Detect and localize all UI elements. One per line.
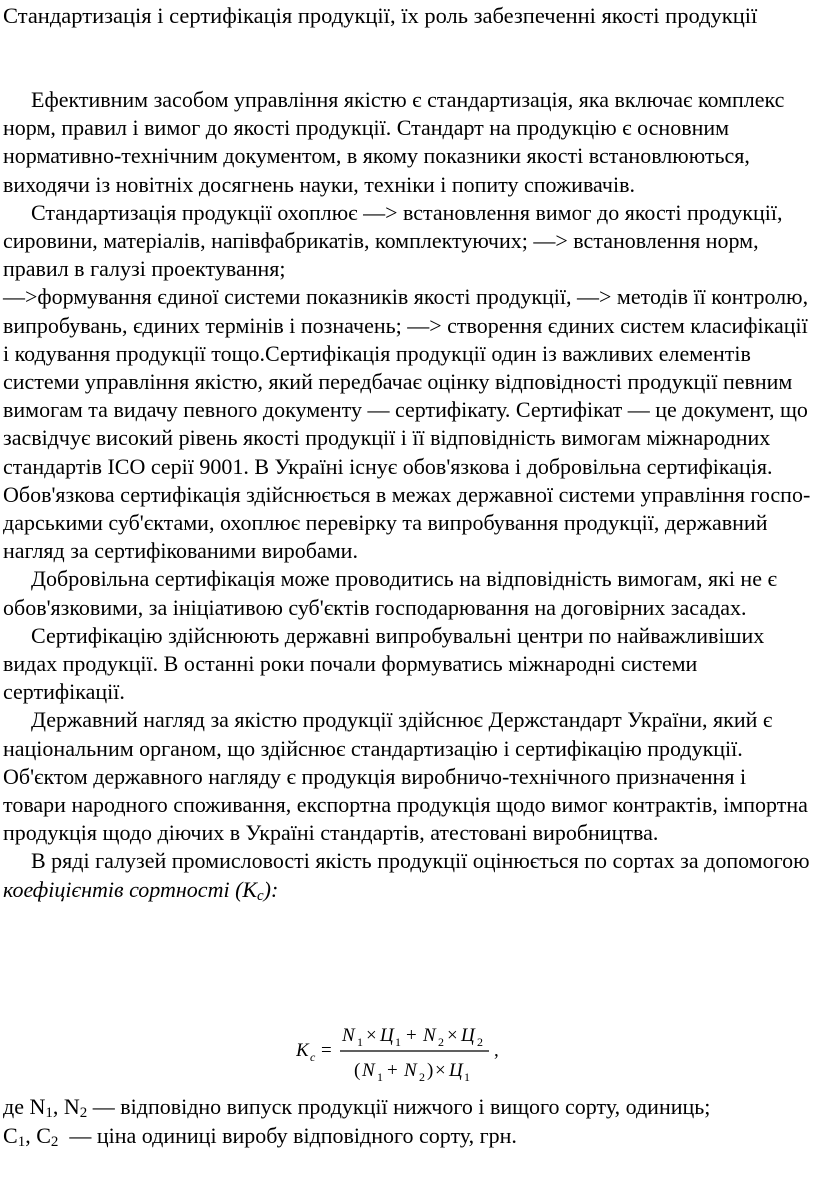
formula-den-n1-sub: 1 (377, 1070, 383, 1084)
legend-n-mid: , N (52, 1094, 80, 1119)
formula-den-close: ) (427, 1060, 434, 1081)
formula-den-c1-sub: 1 (464, 1070, 470, 1084)
grade-coefficient-term-sub: с (257, 887, 264, 904)
grade-coefficient-formula (296, 1016, 526, 1088)
legend-c1-sub: 1 (17, 1133, 26, 1150)
grade-coefficient-term-end: ): (263, 876, 279, 902)
formula-num-times-2: × (447, 1025, 458, 1046)
paragraph-state-supervision: Державний нагляд за якістю продукції здійснює Держстандарт України, який є національним органом, що здійснює стандартизацію і сертифікацію продукції. Об'єктом державного нагляду є продукція виробничо-технічного призначення і товари народного споживання, експортна продукція щодо вимог контрактів, імпортна продукція щодо діючих в Україні стандартів, атестовані виробництва. (3, 707, 808, 846)
formula-num-c2-sub: 2 (477, 1035, 483, 1049)
formula-lhs: K (296, 1040, 309, 1061)
formula-den-n2-sub: 2 (419, 1070, 425, 1084)
grade-coefficient-term-text: коефіцієнтів сортності (К (3, 876, 257, 902)
formula-den-times: × (435, 1060, 446, 1081)
formula-num-n1: N (342, 1025, 355, 1046)
paragraph-standardization-scope: Стандартизація продукції охоплює —> встановлення вимог до якості продукції, сировини, матеріалів, напівфабрикатів, комплектуючих; —> встановлення норм, правил в галузі проектування; (3, 199, 783, 282)
legend-n-prefix: де N (3, 1094, 46, 1119)
grade-coefficient-text: В ряді галузей промисловості якість продукції оцінюється по сортах за допомогою (31, 848, 810, 874)
paragraph-voluntary-certification: Добровільна сертифікація може проводитись на відповідність вимогам, які не є обов'язковими, за ініціативою суб'єктів господарювання на договірних засадах. (3, 566, 777, 620)
formula-num-c1: Ц (380, 1025, 394, 1046)
formula-den-n2: N (404, 1060, 417, 1081)
formula-num-times-1: × (366, 1025, 377, 1046)
paragraph-certification: —>формування єдиної системи показників якості продукції, —> методів її контролю, випробувань, єдиних термінів і позначень; —> створення єдиних систем класифікації і кодування продукції тощо.Сертифікація продукції один із важливих елементів системи управління якістю, який передбачає оцінку відповідності продукції певним вимогам та видачу певного документу — сертифікату. Сертифікат — це документ, що засвідчує високий рівень якості продукції і її відповідність вимогам міжнародних стандартів ІСО серії 9001. В Україні існує обов'язкова і добровільна сертифікація. Обов'язкова сертифікація здійснюється в межах державної системи управління госпо-дарськими суб'єктами, охоплює перевірку та випробування продукції, державний нагляд за сертифікованими виробами. (3, 284, 811, 564)
formula-num-c2: Ц (461, 1025, 475, 1046)
legend-n-description: — відповідно випуск продукції нижчого і вищого сорту, одиниць; (87, 1094, 711, 1119)
formula-legend (3, 1093, 813, 1150)
legend-c-description: — ціна одиниці виробу відповідного сорту, грн. (58, 1122, 517, 1148)
page-title: Стандартизація і сертифікація продукції, їх роль забезпеченні якості продукції (3, 3, 758, 28)
formula-trailing-comma: , (494, 1040, 499, 1061)
formula-lhs-sub: c (310, 1050, 316, 1064)
legend-n1-sub: 1 (45, 1105, 53, 1121)
paragraph-testing-centers: Сертифікацію здійснюють державні випробувальні центри по найважливіших видах продукції. В останні роки почали формуватись міжнародні системи сертифікації. (3, 622, 765, 705)
formula-equals: = (321, 1040, 332, 1061)
formula-num-plus: + (406, 1025, 417, 1046)
formula-num-c1-sub: 1 (395, 1035, 401, 1049)
formula-num-n2: N (423, 1025, 436, 1046)
legend-c-mid: , С (25, 1122, 51, 1148)
formula-num-n2-sub: 2 (438, 1035, 444, 1049)
document-body (3, 86, 813, 904)
grade-coefficient-term (3, 877, 278, 902)
formula-den-c1: Ц (449, 1060, 463, 1081)
formula-den-open: ( (354, 1060, 361, 1081)
legend-line-prices (3, 1122, 813, 1151)
legend-c2-sub: 2 (50, 1133, 59, 1150)
paragraph-grade-coefficient (3, 847, 813, 903)
formula-num-n1-sub: 1 (357, 1035, 363, 1049)
legend-n2-sub: 2 (79, 1105, 88, 1121)
legend-c-prefix: С (3, 1122, 18, 1148)
paragraph-standardization-means: Ефективним засобом управління якістю є стандартизація, яка включає комплекс норм, правил і вимог до якості продукції. Стандарт на продукцію є основним нормативно-технічним документом, в якому показники якості встановлюються, виходячи із новітніх досягнень науки, техніки і попиту споживачів. (3, 87, 785, 197)
formula-den-n1: N (362, 1060, 375, 1081)
legend-line-quantities (3, 1093, 813, 1122)
formula-den-plus: + (387, 1060, 398, 1081)
